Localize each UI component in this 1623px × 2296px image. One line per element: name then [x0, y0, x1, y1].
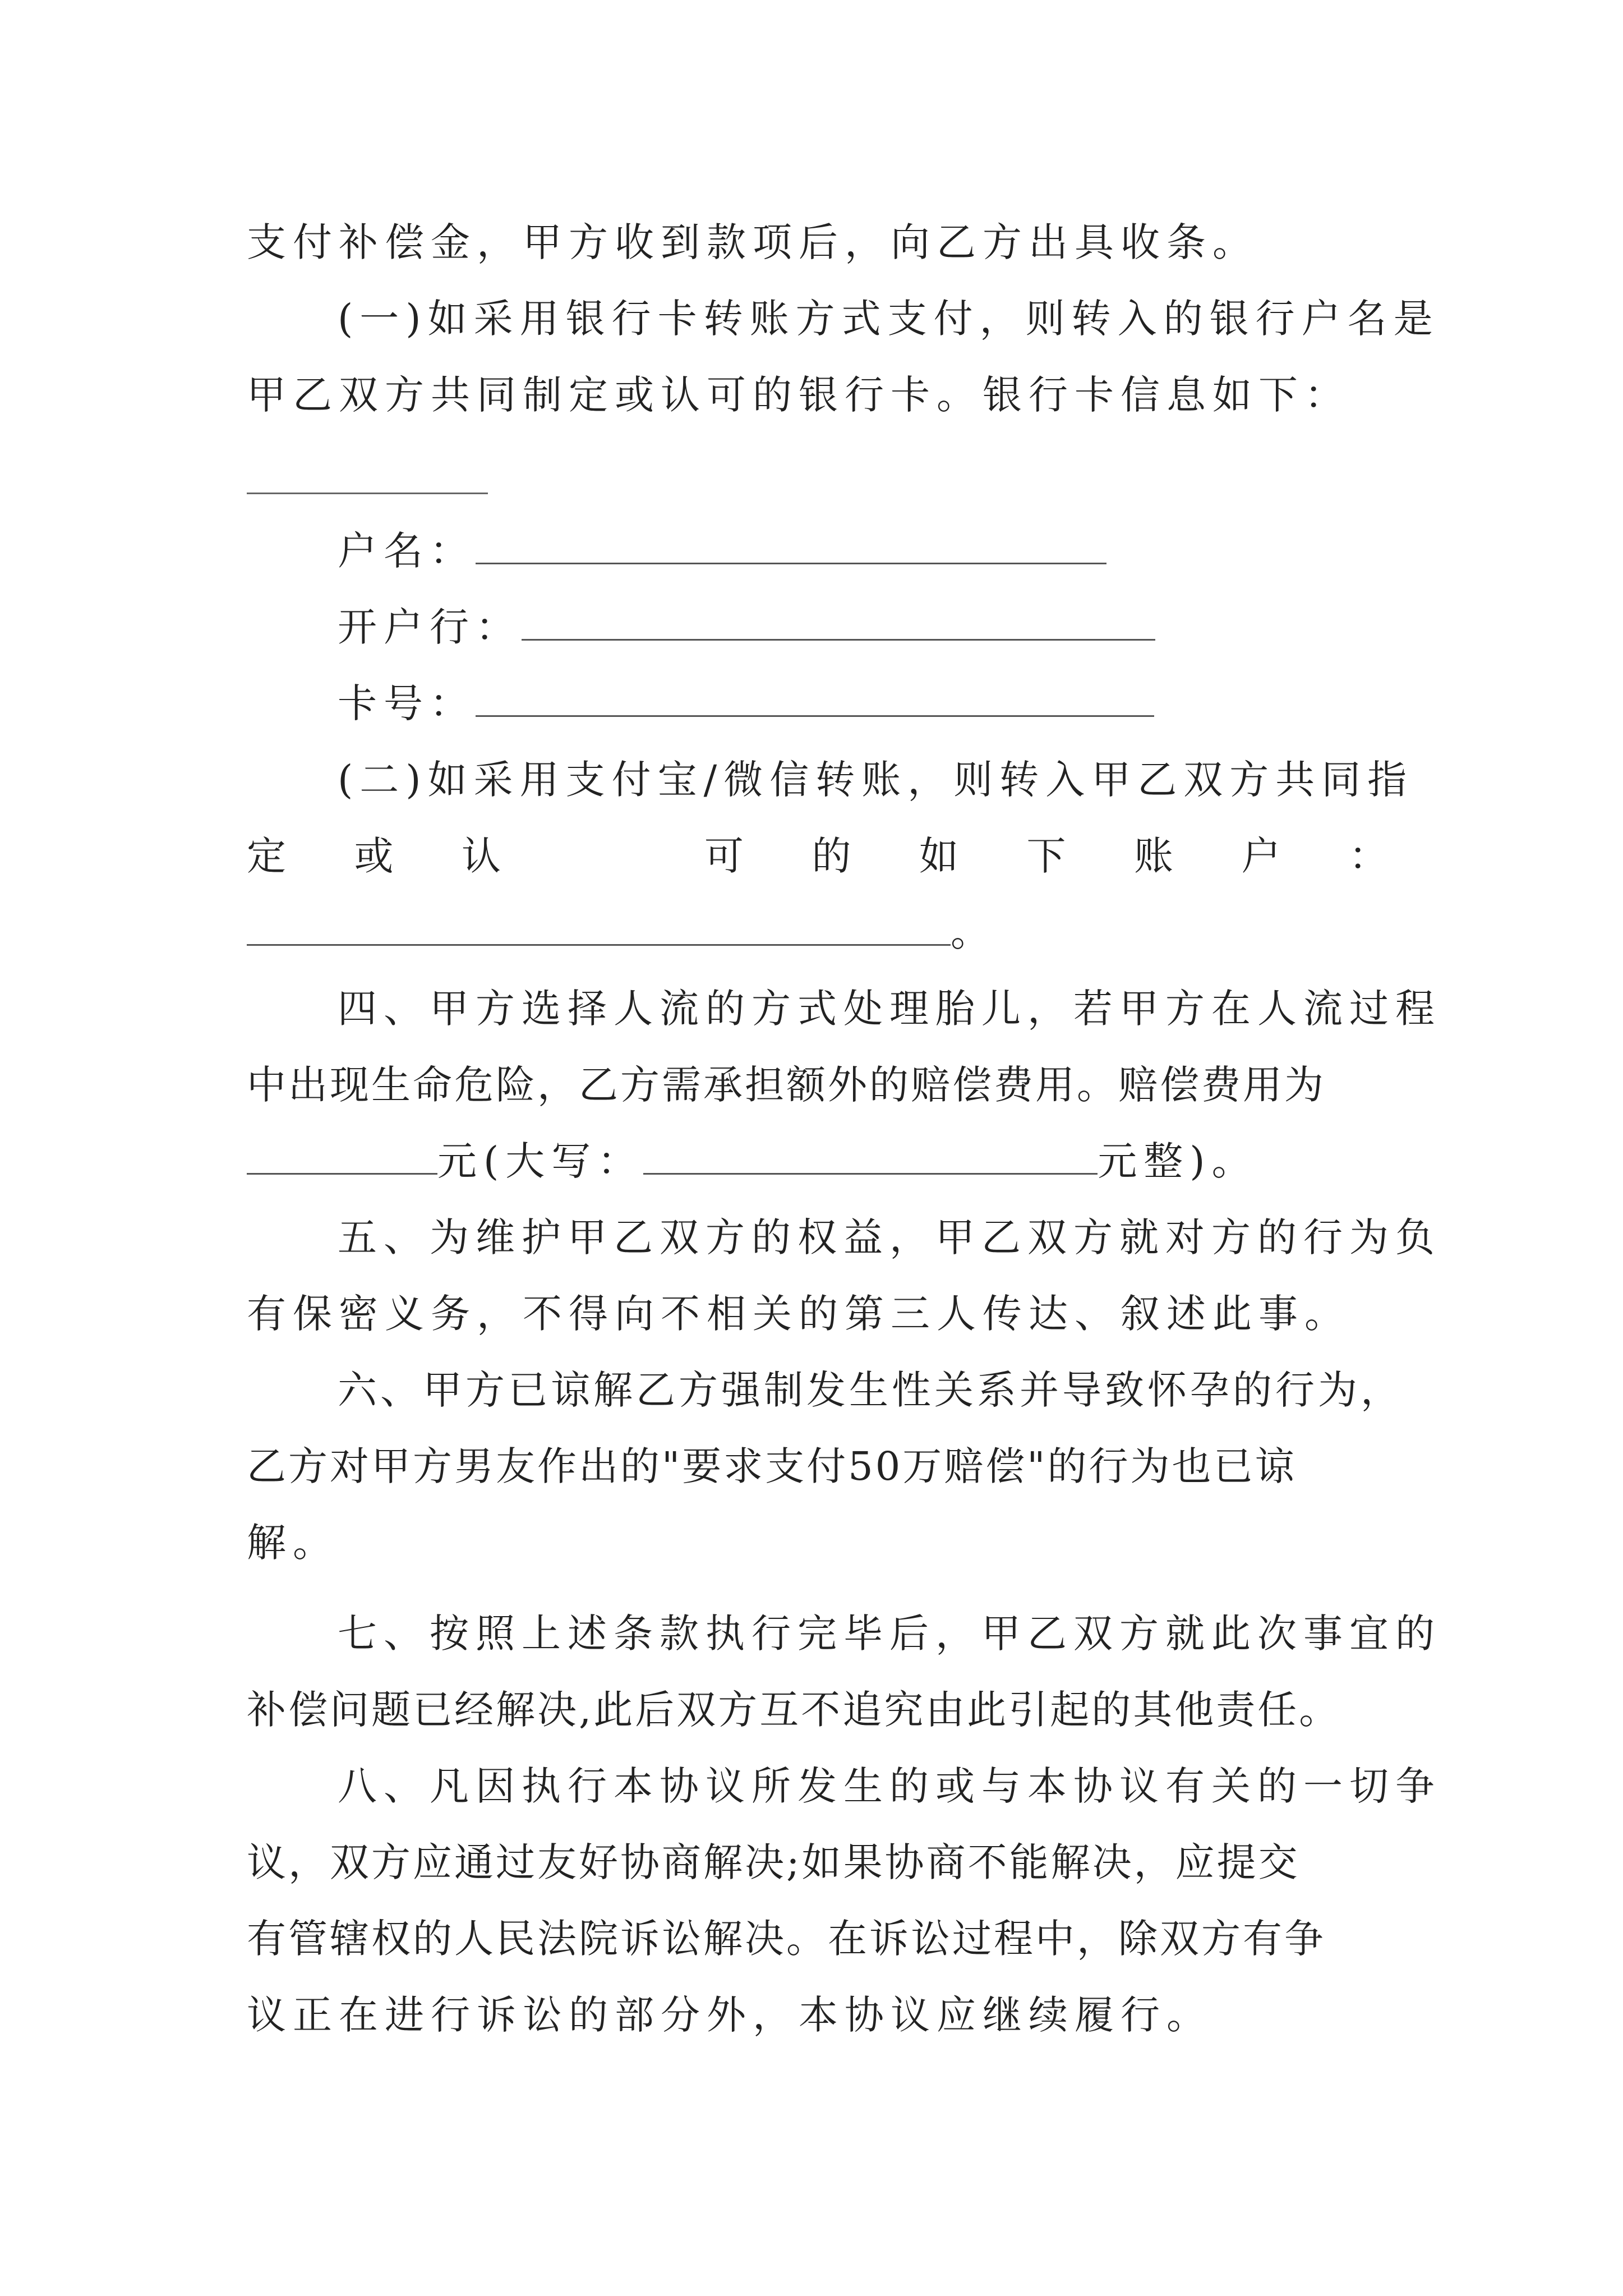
- bank-label: 开户行：: [338, 604, 522, 650]
- amount-uppercase-blank: [643, 1136, 1098, 1175]
- payment-account-blank: [247, 907, 951, 946]
- clause-two-char: 的: [811, 833, 851, 879]
- section-six-line-2: 乙方对甲方男友作出的"要求支付50万赔偿"的行为也已谅: [247, 1443, 1297, 1489]
- clause-two-char: 下: [1026, 833, 1066, 879]
- section-seven-line-2: 补偿问题已经解决,此后双方互不追究由此引起的其他责任。: [247, 1687, 1341, 1733]
- clause-one-line-2: 甲乙双方共同制定或认可的银行卡。银行卡信息如下：: [247, 372, 1350, 418]
- clause-two-line-3: [247, 904, 1388, 960]
- section-six-line-3: 解。: [247, 1520, 339, 1566]
- section-seven-line-1: 七、按照上述条款执行完毕后，甲乙双方就此次事宜的: [338, 1611, 1441, 1657]
- amount-unit: 元(大写：: [437, 1138, 644, 1184]
- section-eight-line-4: 议正在进行诉讼的部分外，本协议应继续履行。: [247, 1992, 1212, 2038]
- clause-two-char: ：: [1349, 833, 1388, 879]
- card-number-row: [338, 675, 1388, 731]
- clause-two-gap: [569, 828, 637, 884]
- clause-two-char: 可: [704, 833, 744, 879]
- paragraph-intro-tail: 支付补偿金，甲方收到款项后，向乙方出具收条。: [247, 219, 1258, 265]
- clause-one-line-1: (一)如采用银行卡转账方式支付，则转入的银行户名是: [338, 296, 1440, 342]
- clause-two-line-2: [247, 828, 1388, 884]
- bank-row: [338, 599, 1388, 655]
- amount-blank: [247, 1136, 437, 1175]
- account-name-blank: [476, 526, 1106, 564]
- clause-two-char: 户: [1241, 833, 1281, 879]
- card-number-label: 卡号：: [338, 680, 476, 726]
- section-four-line-2: 中出现生命危险，乙方需承担额外的赔偿费用。赔偿费用为: [247, 1062, 1326, 1108]
- account-name-label: 户名：: [338, 528, 476, 574]
- section-eight-line-3: 有管辖权的人民法院诉讼解决。在诉讼过程中，除双方有争: [247, 1916, 1326, 1962]
- clause-two-char: 或: [354, 833, 394, 879]
- clause-two-char: 账: [1134, 833, 1173, 879]
- clause-two-end: 。: [951, 909, 997, 955]
- clause-two-line-1: (二)如采用支付宝/微信转账，则转入甲乙双方共同指: [338, 757, 1414, 803]
- section-five-line-2: 有保密义务，不得向不相关的第三人传达、叙述此事。: [247, 1291, 1350, 1337]
- section-four-line-1: 四、甲方选择人流的方式处理胎儿，若甲方在人流过程: [338, 986, 1441, 1032]
- account-name-row: [338, 523, 1388, 579]
- section-six-line-1: 六、甲方已谅解乙方强制发生性关系并导致怀孕的行为，: [338, 1367, 1403, 1413]
- amount-end: 元整)。: [1098, 1138, 1258, 1184]
- card-number-blank: [476, 678, 1154, 717]
- section-five-line-1: 五、为维护甲乙双方的权益，甲乙双方就对方的行为负: [338, 1214, 1441, 1260]
- separator-line: [247, 493, 488, 494]
- clause-two-char: 定: [247, 833, 286, 879]
- section-eight-line-1: 八、凡因执行本协议所发生的或与本协议有关的一切争: [338, 1763, 1441, 1809]
- section-eight-line-2: 议，双方应通过友好协商解决;如果协商不能解决，应提交: [247, 1839, 1300, 1885]
- section-four-line-3: [247, 1133, 1388, 1189]
- clause-two-char: 认: [462, 833, 501, 879]
- bank-blank: [522, 602, 1155, 641]
- clause-two-char: 如: [919, 833, 958, 879]
